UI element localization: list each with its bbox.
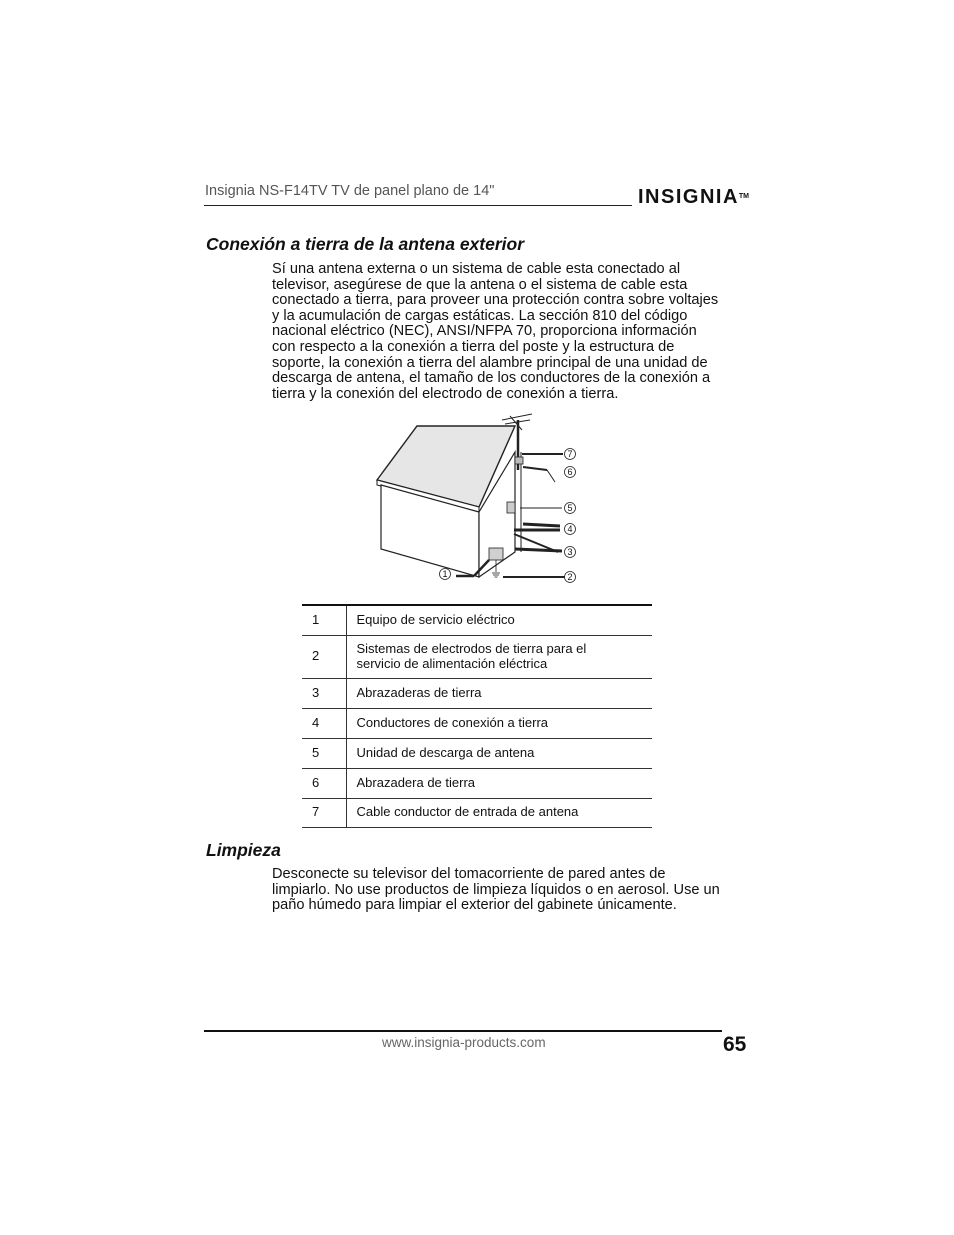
callout-4 — [565, 524, 576, 535]
legend-description — [346, 768, 652, 798]
table-row — [302, 678, 652, 708]
paragraph-line: conectado a tierra, para proveer una protección contra sobre voltajes — [272, 292, 719, 309]
callout-7-label: 7 — [567, 449, 573, 459]
paragraph-line: Desconecte su televisor del tomacorriente de pared antes de — [272, 866, 666, 882]
cleaning-paragraph — [272, 867, 720, 914]
legend-number: 2 — [302, 635, 346, 678]
legend-description — [346, 635, 652, 678]
legend-description — [346, 738, 652, 768]
callout-3 — [565, 547, 576, 558]
diagram-legend-table — [302, 604, 652, 828]
section-heading-antenna-grounding: Conexión a tierra de la antena exterior — [206, 234, 525, 254]
discharge-unit — [507, 502, 515, 513]
callout-2 — [565, 572, 576, 583]
legend-line: Abrazaderas de tierra — [356, 684, 482, 700]
paragraph-line: limpiarlo. No use productos de limpieza líquidos o en aerosol. Use un — [272, 881, 720, 898]
page-number: 65 — [723, 1033, 747, 1056]
legend-description — [346, 678, 652, 708]
paragraph-line: tierra y la conexión del electrodo de conexión a tierra. — [272, 385, 619, 402]
paragraph-line: televisor, asegúrese de que la antena o el sistema de cable esta — [272, 276, 688, 293]
callout-1 — [440, 569, 451, 580]
table-row — [302, 708, 652, 738]
paragraph-line: con respecto a la conexión a tierra del poste y la estructura de — [272, 338, 675, 355]
running-header-title: Insignia NS-F14TV TV de panel plano de 14" — [205, 183, 495, 199]
header-rule — [204, 205, 632, 206]
legend-number: 6 — [302, 768, 346, 798]
legend-description — [346, 798, 652, 827]
legend-line: Sistemas de electrodos de tierra para el — [356, 641, 587, 656]
logo-trademark: TM — [738, 193, 750, 200]
paragraph-line: paño húmedo para limpiar el exterior del gabinete únicamente. — [272, 897, 677, 914]
callout-5 — [520, 503, 576, 514]
legend-line: Conductores de conexión a tierra — [356, 714, 549, 730]
antenna-grounding-paragraph — [272, 262, 718, 402]
section-heading-cleaning: Limpieza — [206, 840, 281, 860]
paragraph-line: descarga de antena, el tamaño de los conductores de la conexión a — [272, 370, 711, 387]
callout-7 — [522, 449, 576, 460]
antenna-grounding-diagram — [372, 412, 584, 590]
legend-line: Cable conductor de entrada de antena — [356, 804, 579, 820]
paragraph-line: y la acumulación de cargas estáticas. La sección 810 del código — [272, 307, 688, 324]
paragraph-line: Sí una antena externa o un sistema de cable esta conectado al — [272, 261, 681, 277]
paragraph-line: nacional eléctrico (NEC), ANSI/NFPA 70, proporciona información — [272, 323, 697, 340]
legend-line: Equipo de servicio eléctrico — [356, 612, 515, 627]
table-row — [302, 798, 652, 827]
legend-number: 5 — [302, 738, 346, 768]
legend-number: 4 — [302, 708, 346, 738]
table-row — [302, 738, 652, 768]
legend-number: 1 — [302, 605, 346, 635]
legend-line: servicio de alimentación eléctrica — [356, 655, 548, 671]
table-row — [302, 768, 652, 798]
legend-number: 7 — [302, 798, 346, 827]
logo-text: INSIGNIA — [638, 186, 739, 208]
footer-rule — [204, 1030, 722, 1032]
legend-description — [346, 708, 652, 738]
legend-line: Unidad de descarga de antena — [356, 744, 535, 760]
table-row — [302, 635, 652, 678]
callout-6 — [565, 467, 576, 478]
insignia-logo — [638, 185, 749, 209]
legend-description — [346, 605, 652, 635]
legend-line: Abrazadera de tierra — [356, 774, 476, 790]
callout-1-label: 1 — [442, 569, 448, 579]
callout-3-label: 3 — [567, 547, 573, 557]
paragraph-line: soporte, la conexión a tierra del alambre principal de una unidad de — [272, 354, 708, 371]
table-row — [302, 605, 652, 635]
callout-6-label: 6 — [567, 467, 573, 477]
callout-5-label: 5 — [567, 503, 573, 513]
callout-2-label: 2 — [567, 572, 573, 582]
footer-website-url: www.insignia-products.com — [382, 1035, 546, 1050]
legend-number: 3 — [302, 678, 346, 708]
callout-4-label: 4 — [567, 524, 573, 534]
